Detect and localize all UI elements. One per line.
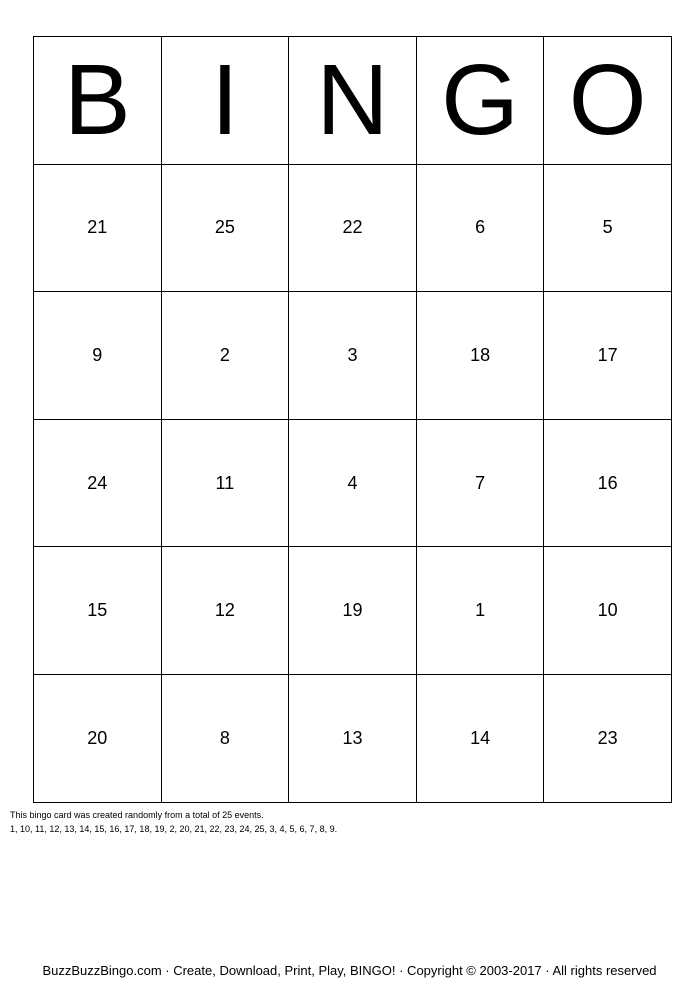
bingo-cell[interactable]: 7 <box>416 419 544 547</box>
bingo-cell[interactable]: 14 <box>416 674 544 802</box>
bingo-cell[interactable]: 12 <box>161 547 289 675</box>
card-info-events-list: 1, 10, 11, 12, 13, 14, 15, 16, 17, 18, 19, 2, 20, 21, 22, 23, 24, 25, 3, 4, 5, 6, 7, 8, 9. <box>10 824 338 834</box>
bingo-cell[interactable]: 8 <box>161 674 289 802</box>
bingo-row <box>34 547 672 675</box>
bingo-row <box>34 292 672 420</box>
bingo-cell[interactable]: 2 <box>161 292 289 420</box>
bingo-cell[interactable]: 18 <box>416 292 544 420</box>
header-letter-n: N <box>289 37 417 165</box>
bingo-cell[interactable]: 24 <box>34 419 162 547</box>
card-info-summary: This bingo card was created randomly from a total of 25 events. <box>10 810 264 820</box>
bingo-cell[interactable]: 9 <box>34 292 162 420</box>
bingo-cell[interactable]: 22 <box>289 164 417 292</box>
bingo-row <box>34 674 672 802</box>
bingo-cell[interactable]: 20 <box>34 674 162 802</box>
site-footer: BuzzBuzzBingo.com · Create, Download, Print, Play, BINGO! · Copyright © 2003-2017 · All rights reserved <box>42 963 657 978</box>
bingo-cell[interactable]: 21 <box>34 164 162 292</box>
bingo-cell[interactable]: 19 <box>289 547 417 675</box>
bingo-cell[interactable]: 23 <box>544 674 672 802</box>
bingo-cell[interactable]: 17 <box>544 292 672 420</box>
header-letter-b: B <box>34 37 162 165</box>
bingo-header-row <box>34 37 672 165</box>
card-info <box>10 808 337 836</box>
bingo-cell[interactable]: 11 <box>161 419 289 547</box>
bingo-cell[interactable]: 25 <box>161 164 289 292</box>
bingo-cell[interactable]: 6 <box>416 164 544 292</box>
header-letter-o: O <box>544 37 672 165</box>
bingo-cell[interactable]: 10 <box>544 547 672 675</box>
bingo-row <box>34 419 672 547</box>
bingo-cell[interactable]: 13 <box>289 674 417 802</box>
bingo-cell[interactable]: 15 <box>34 547 162 675</box>
bingo-card <box>33 36 672 803</box>
header-letter-g: G <box>416 37 544 165</box>
bingo-cell[interactable]: 3 <box>289 292 417 420</box>
bingo-cell[interactable]: 16 <box>544 419 672 547</box>
header-letter-i: I <box>161 37 289 165</box>
bingo-cell[interactable]: 1 <box>416 547 544 675</box>
bingo-cell[interactable]: 4 <box>289 419 417 547</box>
bingo-cell[interactable]: 5 <box>544 164 672 292</box>
bingo-row <box>34 164 672 292</box>
